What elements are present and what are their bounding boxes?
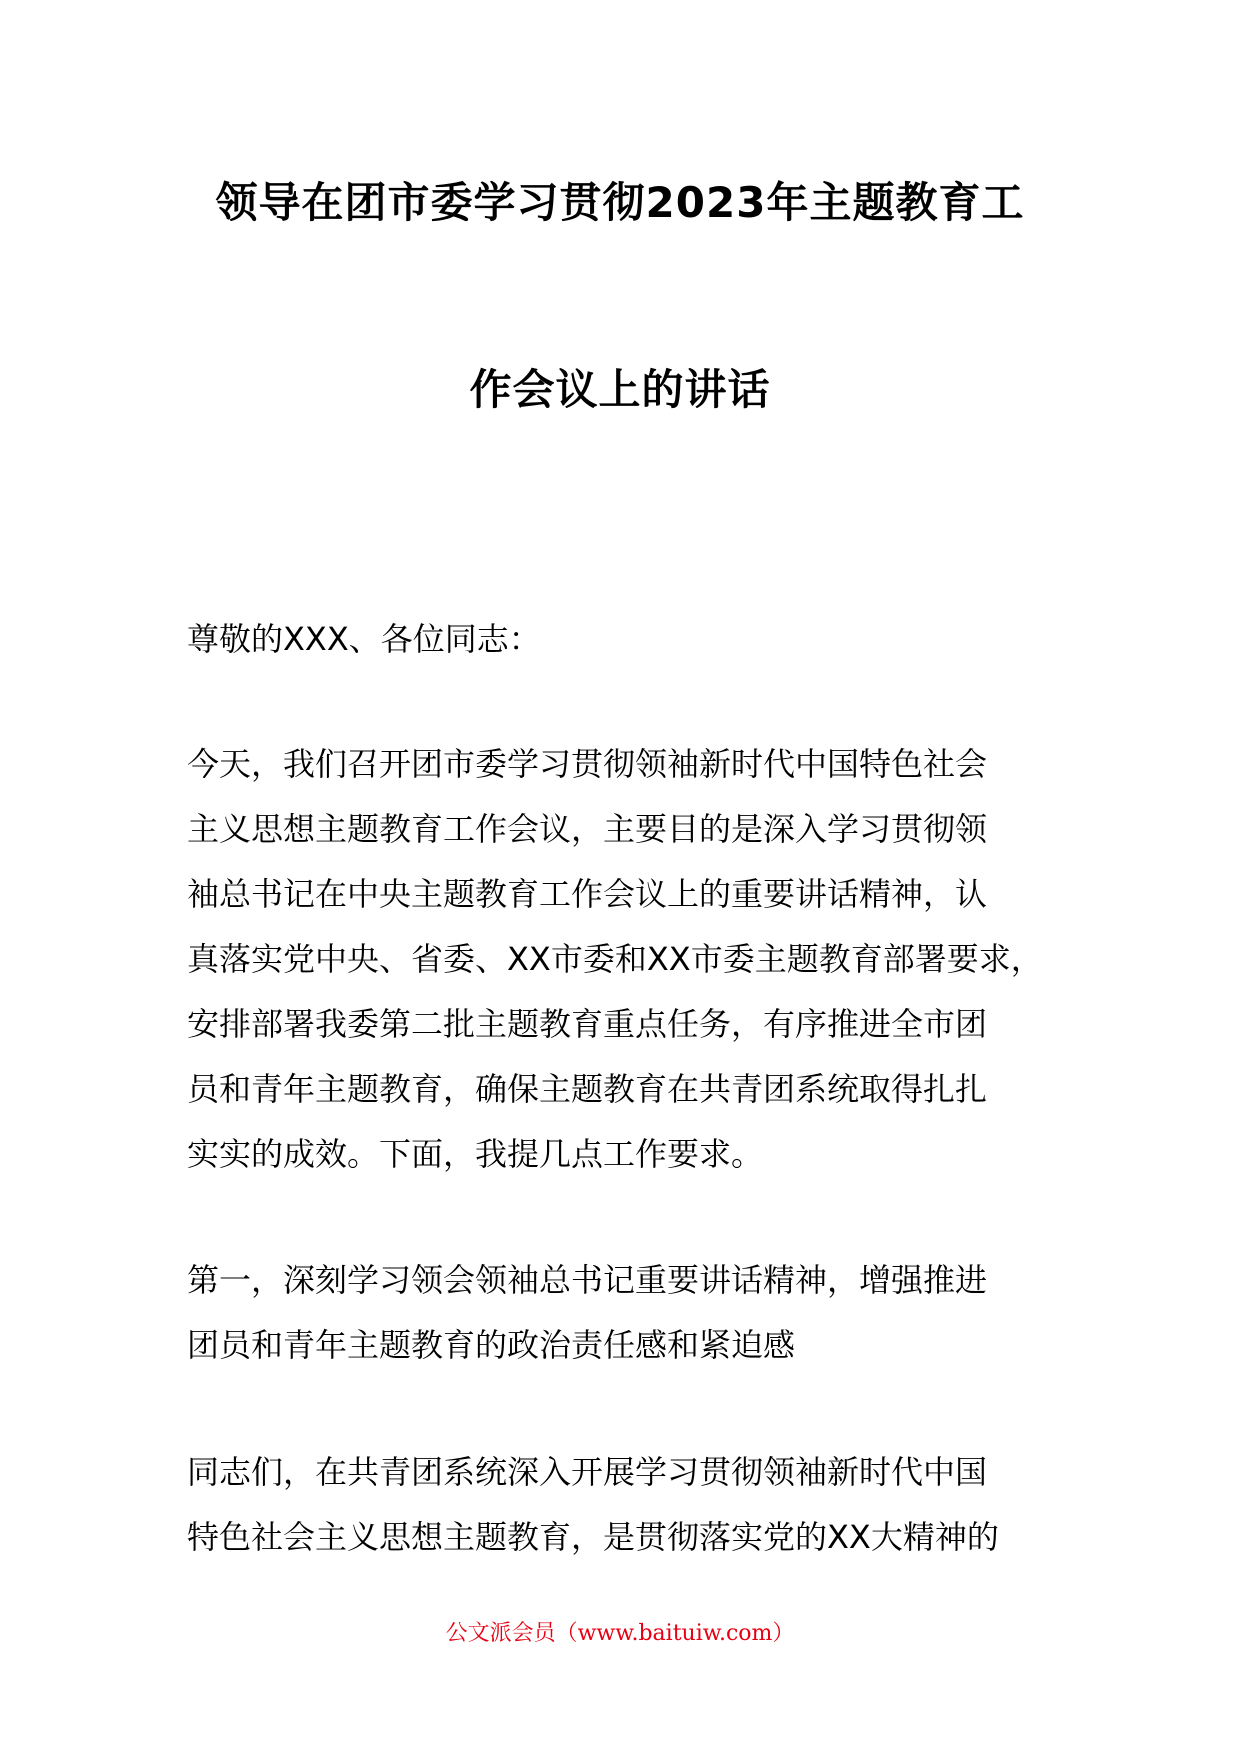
document-title-line-2: 作会议上的讲话 <box>469 365 771 414</box>
paragraph-line: 袖总书记在中央主题教育工作会议上的重要讲话精神，认 <box>187 875 988 913</box>
paragraph-line: 第一，深刻学习领会领袖总书记重要讲话精神，增强推进 <box>187 1261 988 1299</box>
document-title-line-1: 领导在团市委学习贯彻2023年主题教育工 <box>215 178 1025 227</box>
paragraph-section-heading-1 <box>187 1248 1062 1378</box>
paragraph-line: 同志们，在共青团系统深入开展学习贯彻领袖新时代中国 <box>187 1453 988 1491</box>
paragraph-line: 今天，我们召开团市委学习贯彻领袖新时代中国特色社会 <box>187 745 988 783</box>
paragraph-intro <box>187 732 1062 1187</box>
paragraph-line: 特色社会主义思想主题教育，是贯彻落实党的XX大精神的 <box>187 1518 999 1556</box>
paragraph-line: 真落实党中央、省委、XX市委和XX市委主题教育部署要求， <box>187 940 1043 978</box>
paragraph-line: 安排部署我委第二批主题教育重点任务，有序推进全市团 <box>187 1005 988 1043</box>
salutation: 尊敬的XXX、各位同志： <box>187 620 541 658</box>
paragraph-line: 员和青年主题教育，确保主题教育在共青团系统取得扎扎 <box>187 1070 988 1108</box>
paragraph-line: 实实的成效。下面，我提几点工作要求。 <box>187 1135 764 1173</box>
paragraph-line: 主义思想主题教育工作会议，主要目的是深入学习贯彻领 <box>187 810 988 848</box>
footer-watermark-text: 公文派会员（www.baituiw.com） <box>445 1621 795 1646</box>
paragraph-body <box>187 1440 1062 1570</box>
paragraph-line: 团员和青年主题教育的政治责任感和紧迫感 <box>187 1326 796 1364</box>
